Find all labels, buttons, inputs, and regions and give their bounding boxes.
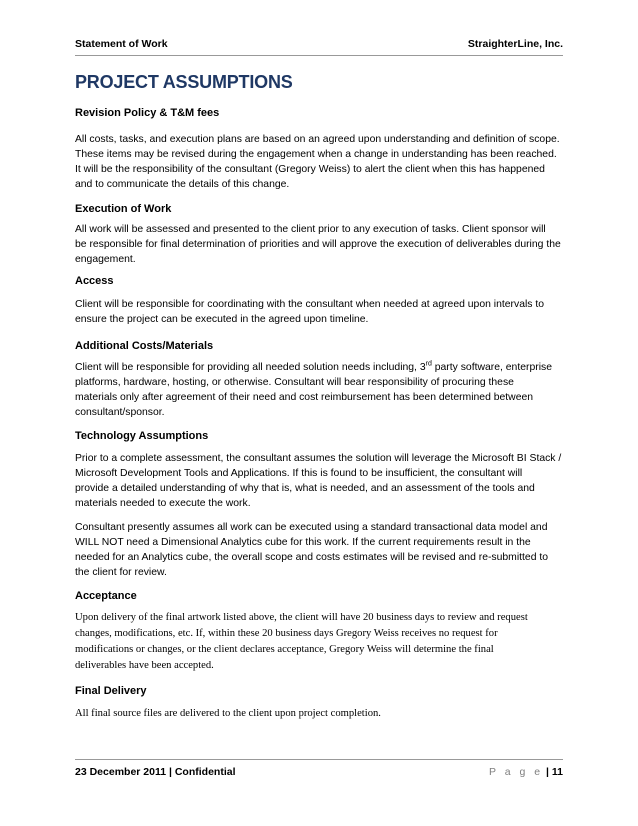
text-line: modifications or changes, or the client declares acceptance, Gregory Weiss will determine the final: [75, 644, 494, 655]
header-document-title: Statement of Work: [75, 38, 168, 50]
text-line: These items may be revised during the engagement when a change in understanding has been reached.: [75, 149, 557, 160]
section-heading-revision: Revision Policy & T&M fees: [75, 107, 220, 119]
section-heading-execution: Execution of Work: [75, 203, 172, 215]
footer-separator: |: [546, 766, 549, 778]
header-company-name: StraighterLine, Inc.: [467, 38, 563, 50]
text-line: provide a detailed understanding of why that is, what is needed, and an assessment of the tools and: [75, 483, 535, 494]
header-divider: [75, 55, 563, 56]
footer-date-confidential: 23 December 2011 | Confidential: [75, 766, 236, 778]
section-heading-additional-costs: Additional Costs/Materials: [75, 340, 214, 352]
section-body-additional-costs: [75, 360, 565, 420]
footer-page-indicator: [489, 766, 563, 778]
text-line: Upon delivery of the final artwork listed above, the client will have 20 business days to review and request: [75, 612, 528, 623]
text-line: deliverables have been accepted.: [75, 660, 214, 671]
text-line: materials only after agreement of their need and cost reimbursement has been determined between: [75, 392, 534, 403]
section-body-execution: [75, 222, 565, 267]
section-body-access: [75, 297, 565, 327]
section-heading-technology: Technology Assumptions: [75, 430, 209, 442]
section-body-revision: [75, 132, 565, 192]
text-line: platforms, hardware, hosting, or otherwise. Consultant will bear responsibility of procuring these: [75, 377, 514, 388]
footer-divider: [75, 759, 563, 760]
text-line: Client will be responsible for coordinating with the consultant when needed at agreed upon intervals to: [75, 299, 545, 310]
footer-page-label: P a g e: [489, 766, 544, 778]
text-line: be responsible for final determination of priorities and will approve the execution of deliverables during the: [75, 239, 561, 250]
page-title: PROJECT ASSUMPTIONS: [75, 72, 293, 92]
text-line: All final source files are delivered to the client upon project completion.: [75, 708, 381, 719]
section-heading-final-delivery: Final Delivery: [75, 685, 147, 697]
text-line: materials needed to execute the work.: [75, 498, 251, 509]
text-line: It will be the responsibility of the consultant (Gregory Weiss) to alert the client when this has happened: [75, 164, 545, 175]
section-body-acceptance: [75, 610, 565, 674]
section-heading-access: Access: [75, 275, 114, 287]
text-line: All costs, tasks, and execution plans are based on an agreed upon understanding and definition of scope.: [75, 134, 560, 145]
text-line: Consultant presently assumes all work can be executed using a standard transactional data model and: [75, 522, 548, 533]
section-heading-acceptance: Acceptance: [75, 590, 137, 602]
footer-page-number: 11: [551, 766, 563, 778]
text-line: engagement.: [75, 254, 136, 265]
text-line: changes, modifications, etc. If, within these 20 business days Gregory Weiss receives no request for: [75, 628, 498, 639]
text-line: All work will be assessed and presented to the client prior to any execution of tasks. Client sponsor will: [75, 224, 546, 235]
document-body: [75, 68, 565, 722]
text-line: consultant/sponsor.: [75, 407, 165, 418]
section-body-technology-1: [75, 451, 565, 511]
text-line: WILL NOT need a Dimensional Analytics cube for this work. If the current requirements result in the: [75, 537, 531, 548]
section-body-technology-2: [75, 520, 565, 580]
section-body-final-delivery: [75, 706, 565, 722]
text-line: Microsoft Development Tools and Applications. If this is found to be insufficient, the consultant will: [75, 468, 523, 479]
page-header: [75, 38, 563, 52]
text-line: the client for review.: [75, 567, 167, 578]
text-line: Client will be responsible for providing all needed solution needs including, 3rd party software, enterprise: [75, 360, 552, 373]
text-line: and to communicate the details of this change.: [75, 179, 290, 190]
text-line: ensure the project can be executed in the agreed upon timeline.: [75, 314, 369, 325]
text-line: needed for an Analytics cube, the overall scope and costs estimates will be revised and re-submitted to: [75, 552, 549, 563]
text-line: Prior to a complete assessment, the consultant assumes the solution will leverage the Microsoft BI Stack /: [75, 453, 562, 464]
